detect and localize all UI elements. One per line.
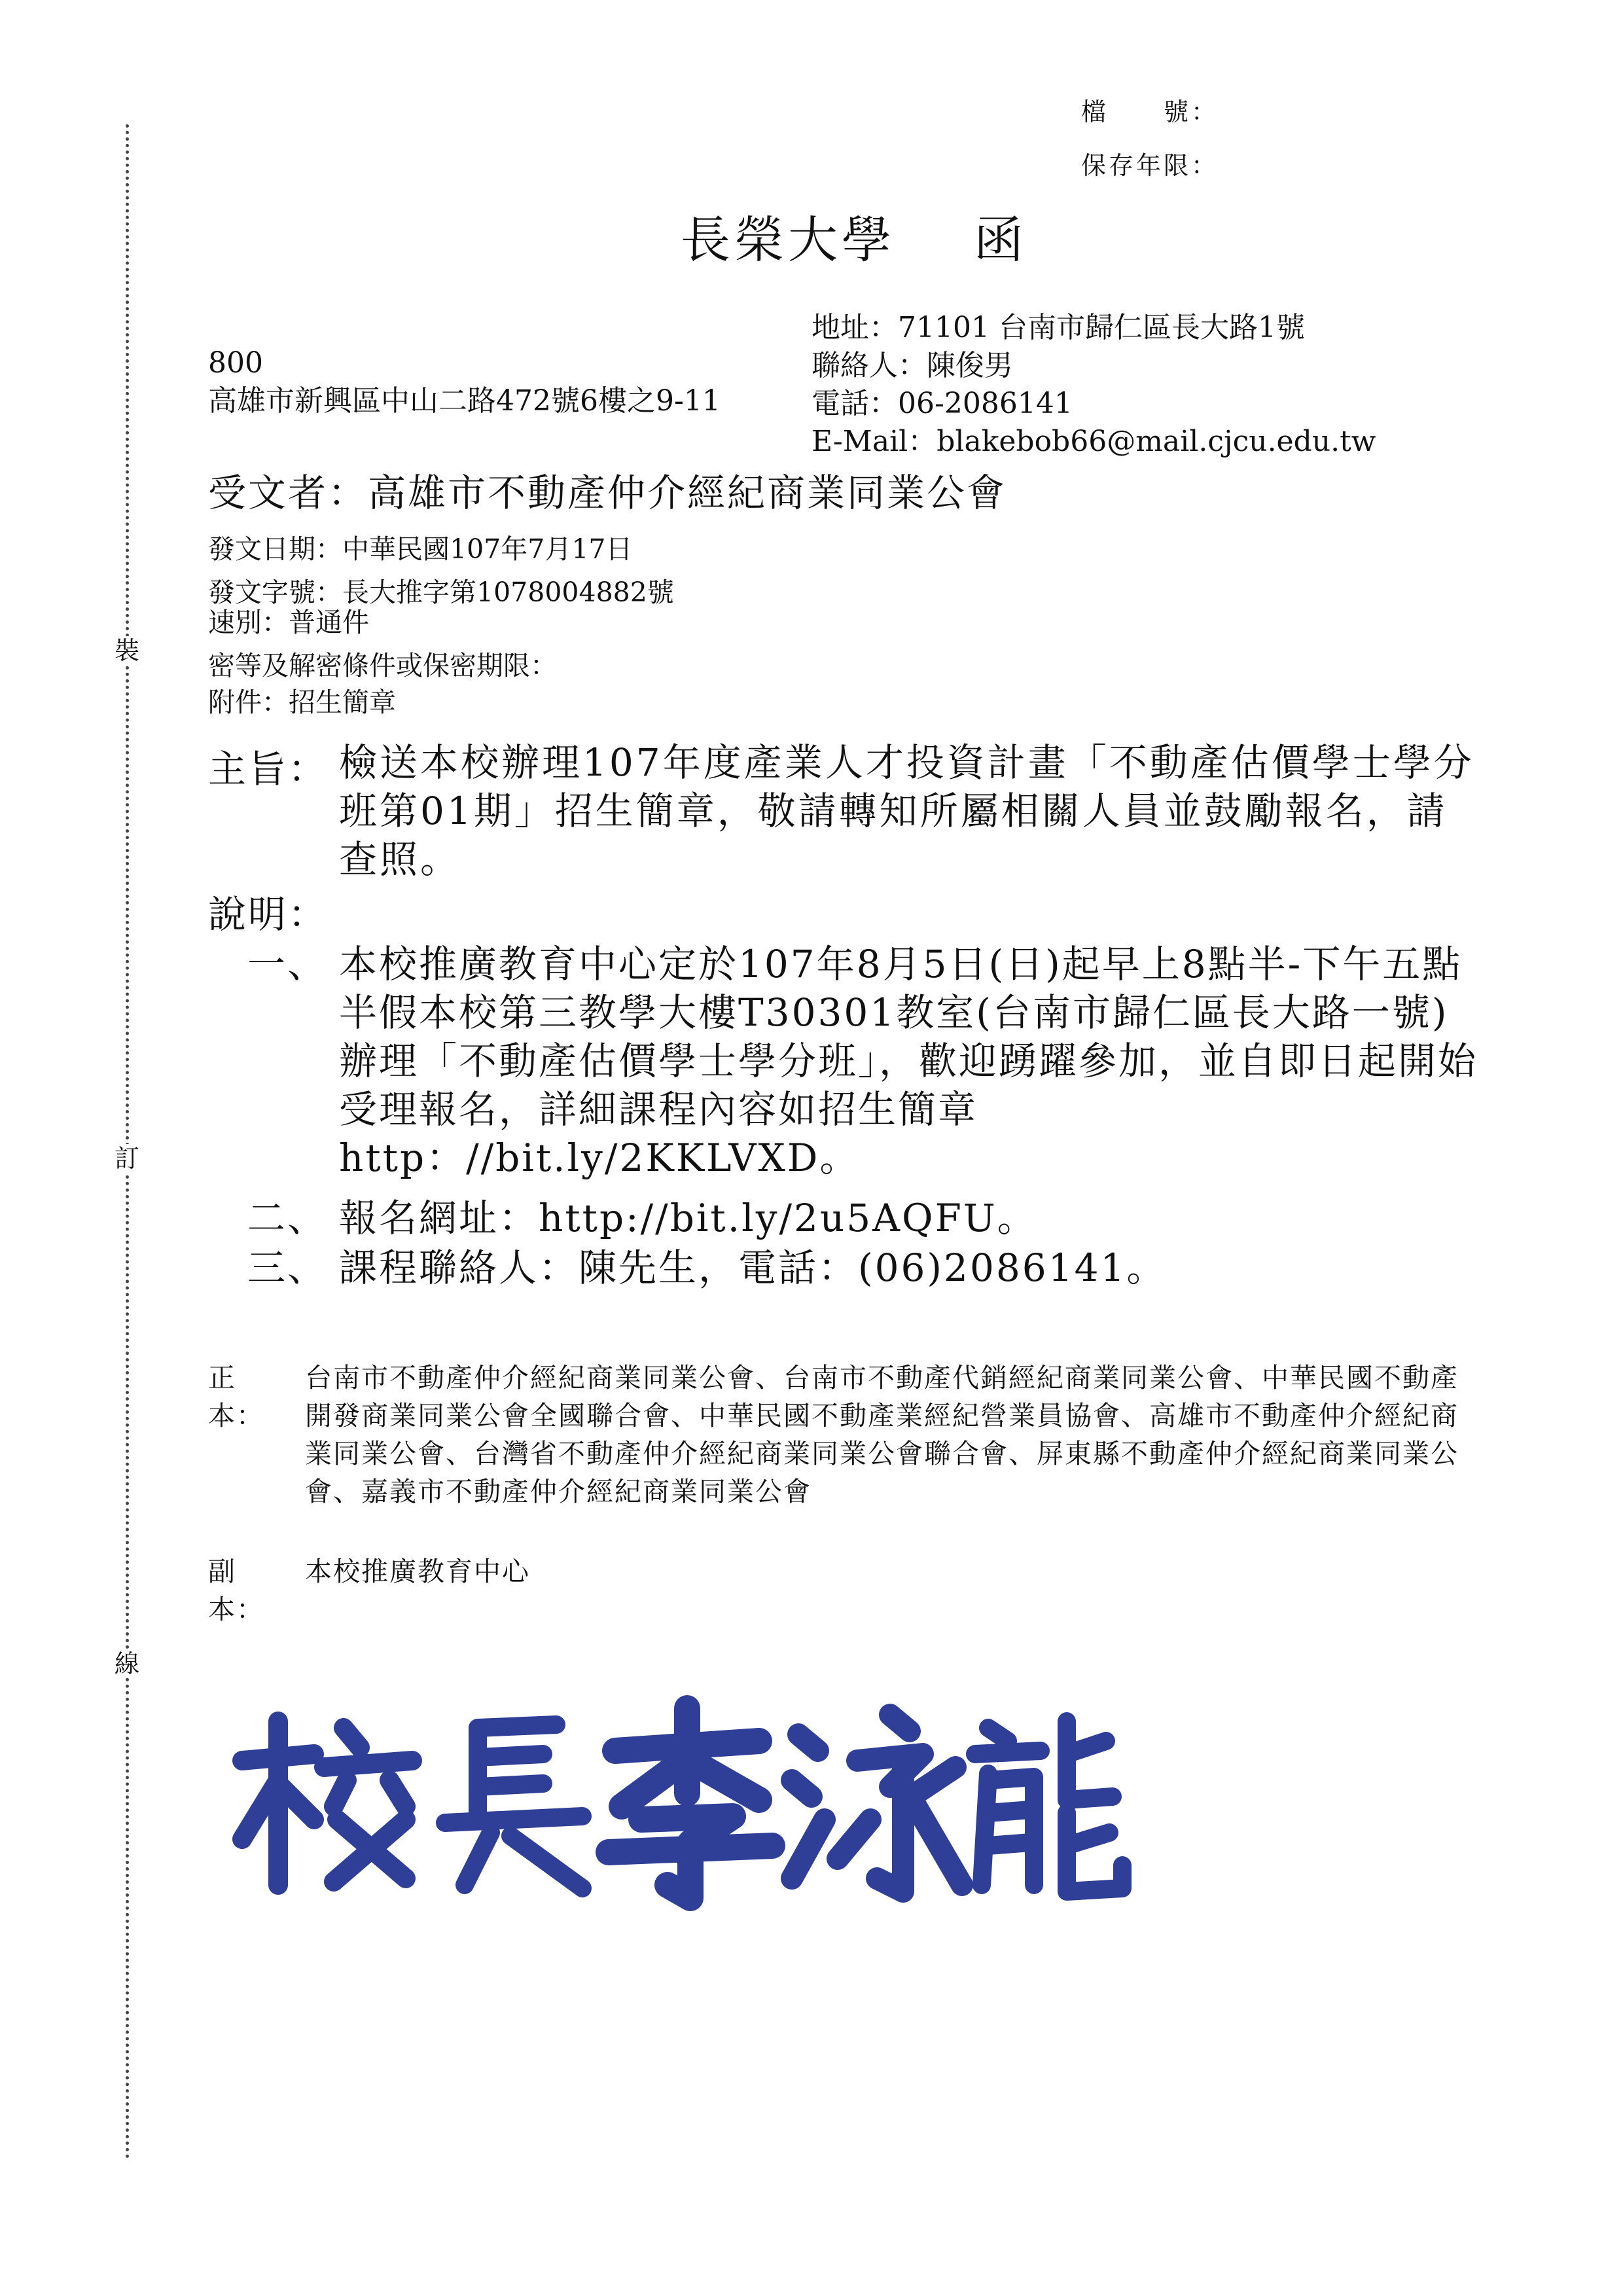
binding-mark-zhuang: 裝 — [113, 636, 141, 665]
sender-phone: 電話：06-2086141 — [812, 387, 1073, 420]
recipient-postal-code: 800 — [208, 346, 263, 380]
issuer-name: 長榮大學 — [681, 211, 895, 269]
signature-glyph-xiao — [242, 1721, 412, 1885]
sender-contact-person: 聯絡人：陳俊男 — [812, 349, 1013, 382]
description-item-text: 本校推廣教育中心定於107年8月5日(日)起早上8點半-下午五點半假本校第三教學大樓T30301教室(台南市歸仁區長大路一號)辦理「不動產估價學士學分班」，歡迎踴躍參加，並自即日起開始受理報名，詳細課程內容如招生簡章http：//bit.ly/2KKLVXD。 — [339, 942, 1478, 1180]
binding-mark-ding: 訂 — [113, 1144, 141, 1173]
president-signature-seal — [216, 1689, 1132, 1911]
letter-title — [681, 200, 1027, 272]
description-item-text: 報名網址：http://bit.ly/2u5AQFU。 — [339, 1196, 1037, 1240]
document-number: 發文字號：長大推字第1078004882號 — [208, 577, 674, 608]
issue-date: 發文日期：中華民國107年7月17日 — [208, 533, 633, 565]
signature-glyph-long — [975, 1721, 1122, 1892]
retention-period-label: 保存年限： — [1081, 151, 1219, 180]
binding-dotted-line — [126, 124, 129, 2160]
recipient-line: 受文者：高雄市不動產仲介經紀商業同業公會 — [208, 471, 1007, 515]
signature-glyph-chang — [445, 1725, 582, 1888]
document-type: 函 — [974, 211, 1027, 269]
signature-ink — [242, 1708, 1122, 1898]
signature-glyph-yong — [792, 1715, 962, 1892]
subject-label: 主旨： — [208, 747, 329, 791]
original-distribution-text: 台南市不動產仲介經紀商業同業公會、台南市不動產代銷經紀商業同業公會、中華民國不動產開發商業同業公會全國聯合會、中華民國不動產業經紀營業員協會、高雄市不動產仲介經紀商業同業公會、台灣省不動產仲介經紀商業同業公會聯合會、屏東縣不動產仲介經紀商業同業公會、嘉義市不動產仲介經紀商業同業公會 — [305, 1362, 1459, 1507]
description-item-number: 三、 — [247, 1246, 328, 1290]
subject-text: 檢送本校辦理107年度產業人才投資計畫「不動產估價學士學分班第01期」招生簡章，敬請轉知所屬相關人員並鼓勵報名，請查照。 — [339, 740, 1474, 882]
sender-address: 地址：71101 台南市歸仁區長大路1號 — [812, 311, 1305, 344]
signature-glyph-li — [609, 1708, 772, 1898]
attachment-line: 附件：招生簡章 — [208, 687, 396, 718]
copy-distribution-label: 副本： — [208, 1556, 264, 1625]
description-label: 說明： — [208, 892, 329, 937]
recipient-mailing-address: 高雄市新興區中山二路472號6樓之9-11 — [208, 384, 721, 418]
description-item-text: 課程聯絡人：陳先生，電話：(06)2086141。 — [339, 1246, 1167, 1290]
binding-mark-xian: 線 — [113, 1649, 141, 1678]
file-number-label: 檔 號： — [1081, 98, 1219, 126]
original-distribution-label: 正本： — [208, 1362, 264, 1431]
sender-email: E-Mail：blakebob66@mail.cjcu.edu.tw — [812, 425, 1376, 458]
delivery-speed: 速別：普通件 — [208, 607, 369, 638]
security-level: 密等及解密條件或保密期限： — [208, 650, 557, 681]
description-item-number: 一、 — [247, 942, 328, 986]
copy-distribution-text: 本校推廣教育中心 — [305, 1556, 530, 1587]
description-item-number: 二、 — [247, 1196, 328, 1240]
